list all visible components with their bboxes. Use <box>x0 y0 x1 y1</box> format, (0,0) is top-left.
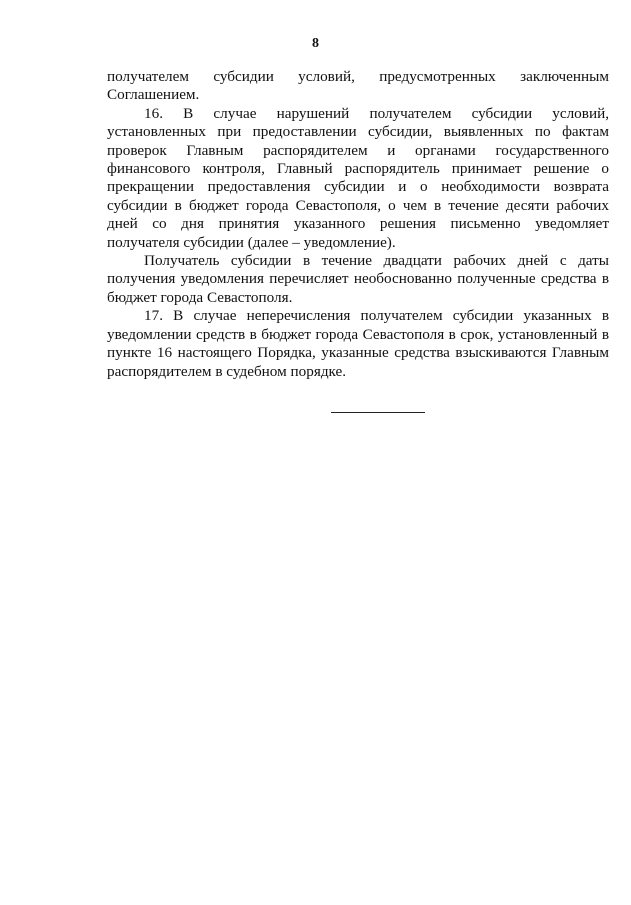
page-number: 8 <box>312 36 319 51</box>
end-separator-line <box>331 412 425 413</box>
paragraph-continuation: получателем субсидии условий, предусмотренных заключенным Соглашением. <box>107 68 609 104</box>
paragraph-refund-obligation: Получатель субсидии в течение двадцати рабочих дней с даты получения уведомления перечисляет необоснованно полученные средства в бюджет города Севастополя. <box>107 252 609 306</box>
paragraph-clause-17: 17. В случае неперечисления получателем субсидии указанных в уведомлении средств в бюджет города Севастополя в срок, установленный в пункте 16 настоящего Порядка, указанные средства взыскиваются Главным распорядителем в судебном порядке. <box>107 307 609 380</box>
paragraph-clause-16: 16. В случае нарушений получателем субсидии условий, установленных при предоставлении субсидии, выявленных по фактам проверок Главным распорядителем и органами государственного финансового контроля, Главный распорядитель принимает решение о прекращении предоставления субсидии и о необходимости возврата субсидии в бюджет города Севастополя, о чем в течение десяти рабочих дней со дня принятия указанного решения письменно уведомляет получателя субсидии (далее – уведомление). <box>107 104 609 251</box>
document-body <box>107 68 609 381</box>
